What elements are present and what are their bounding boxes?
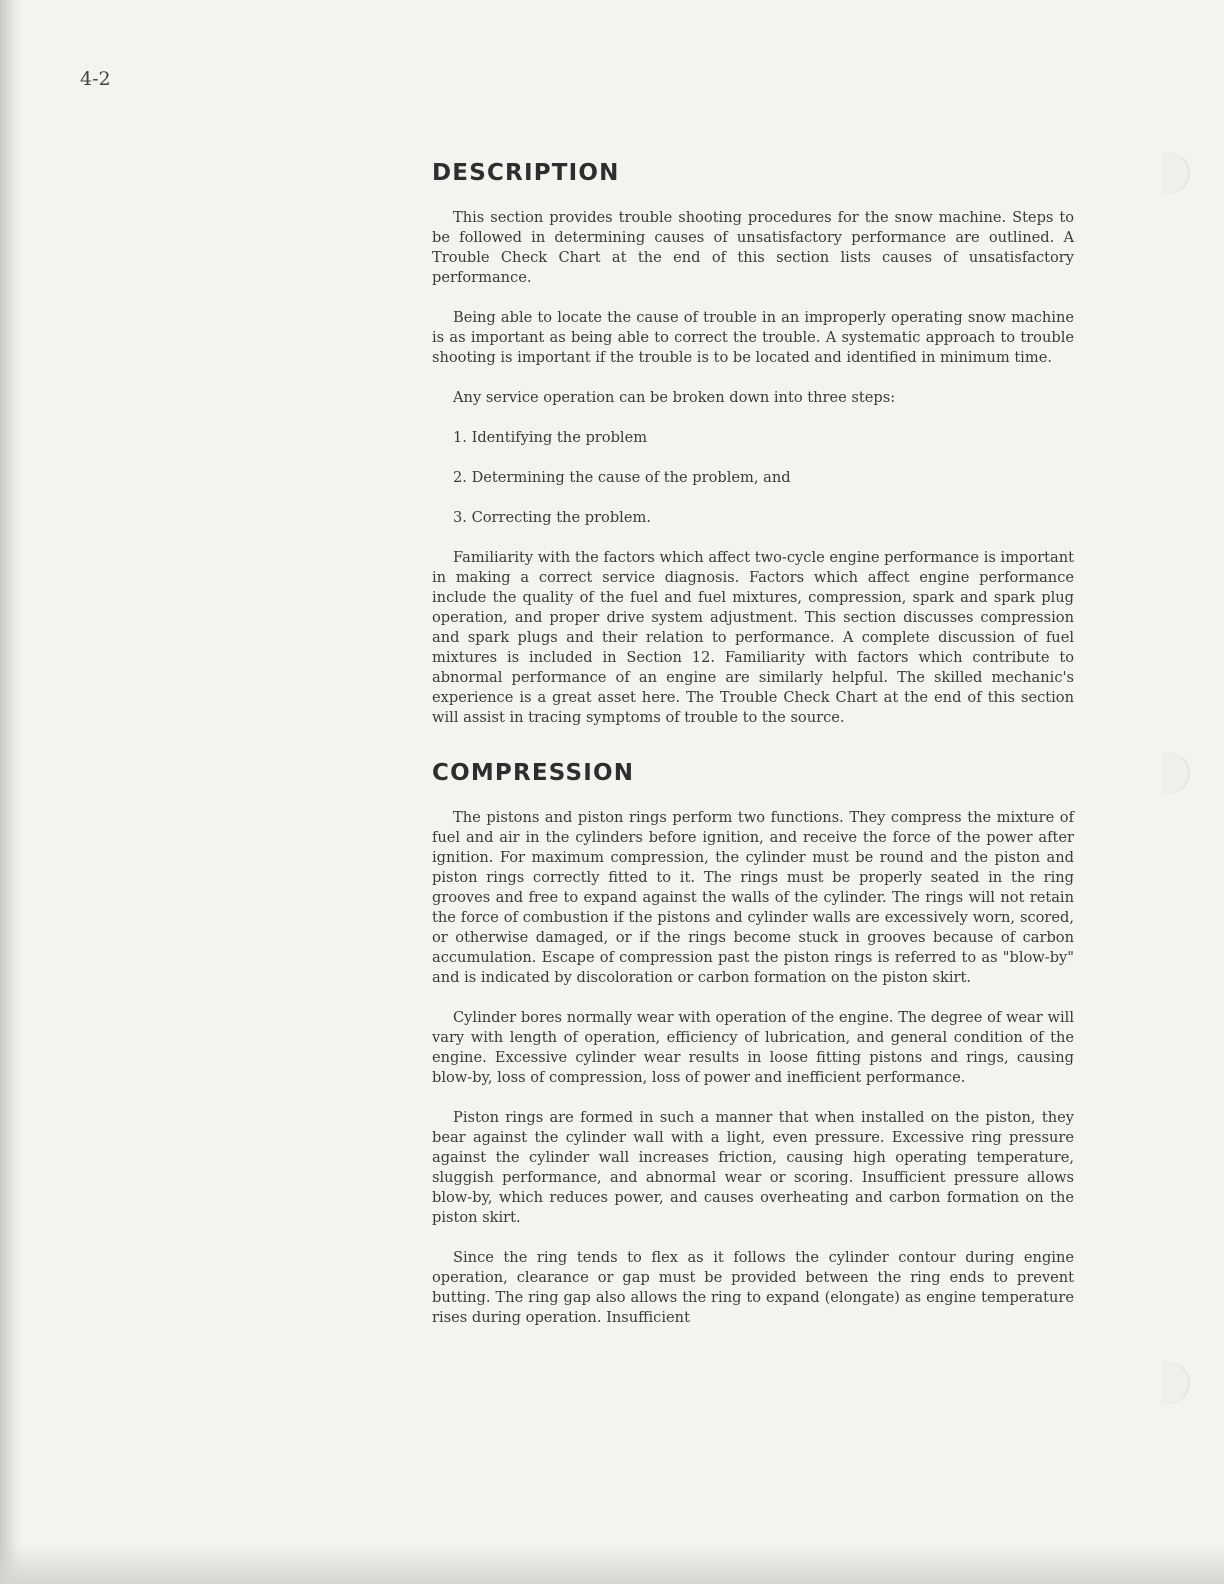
compression-paragraph-2: Cylinder bores normally wear with operation of the engine. The degree of wear will vary with length of operation, efficiency of lubrication, and general condition of the engine. Excessive cylinder wear results in loose fitting pistons and rings, causing blow-by, loss of compression, loss of power and inefficient performance. bbox=[432, 1009, 1074, 1086]
page-content bbox=[432, 158, 1074, 1328]
binder-hole-bottom bbox=[1162, 1362, 1190, 1404]
page-edge-shadow bbox=[0, 0, 22, 1584]
page-bottom-shadow bbox=[0, 1544, 1224, 1584]
binder-hole-top bbox=[1162, 152, 1190, 194]
description-heading: DESCRIPTION bbox=[432, 160, 620, 186]
step-item-3: 3. Correcting the problem. bbox=[453, 509, 651, 526]
description-paragraph-1: This section provides trouble shooting procedures for the snow machine. Steps to be followed in determining causes of unsatisfactory performance are outlined. A Trouble Check Chart at the end of this section lists causes of unsatisfactory performance. bbox=[432, 209, 1074, 286]
compression-section bbox=[432, 758, 1074, 1328]
compression-paragraph-3: Piston rings are formed in such a manner that when installed on the piston, they bear against the cylinder wall with a light, even pressure. Excessive ring pressure against the cylinder wall increases friction, causing high operating temperature, sluggish performance, and abnormal wear or scoring. Insufficient pressure allows blow-by, which reduces power, and causes overheating and carbon formation on the piston skirt. bbox=[432, 1109, 1074, 1226]
description-paragraph-4: Familiarity with the factors which affect two-cycle engine performance is important in making a correct service diagnosis. Factors which affect engine performance include the quality of the fuel and fuel mixtures, compression, spark and spark plug operation, and proper drive system adjustment. This section discusses compression and spark plugs and their relation to performance. A complete discussion of fuel mixtures is included in Section 12. Familiarity with factors which contribute to abnormal performance of an engine are similarly helpful. The skilled mechanic's experience is a great asset here. The Trouble Check Chart at the end of this section will assist in tracing symptoms of trouble to the source. bbox=[432, 549, 1074, 726]
step-item-2: 2. Determining the cause of the problem, and bbox=[453, 469, 791, 486]
compression-heading: COMPRESSION bbox=[432, 760, 635, 786]
compression-paragraph-1: The pistons and piston rings perform two functions. They compress the mixture of fuel and air in the cylinders before ignition, and receive the force of the power after ignition. For maximum compression, the cylinder must be round and the piston and piston rings correctly fitted to it. The rings must be properly seated in the ring grooves and free to expand against the walls of the cylinder. The rings will not retain the force of combustion if the pistons and cylinder walls are excessively worn, scored, or otherwise damaged, or if the rings become stuck in grooves because of carbon accumulation. Escape of compression past the piston rings is referred to as "blow-by" and is indicated by discoloration or carbon formation on the piston skirt. bbox=[432, 809, 1074, 986]
description-paragraph-2: Being able to locate the cause of trouble in an improperly operating snow machine is as important as being able to correct the trouble. A systematic approach to trouble shooting is important if the trouble is to be located and identified in minimum time. bbox=[432, 309, 1074, 366]
step-item-1: 1. Identifying the problem bbox=[453, 429, 648, 446]
page-number: 4-2 bbox=[80, 68, 111, 90]
description-section bbox=[432, 158, 1074, 728]
description-paragraph-3: Any service operation can be broken down into three steps: bbox=[453, 389, 896, 406]
compression-paragraph-4: Since the ring tends to flex as it follows the cylinder contour during engine operation, clearance or gap must be provided between the ring ends to prevent butting. The ring gap also allows the ring to expand (elongate) as engine temperature rises during operation. Insufficient bbox=[432, 1249, 1074, 1326]
binder-hole-middle bbox=[1162, 752, 1190, 794]
